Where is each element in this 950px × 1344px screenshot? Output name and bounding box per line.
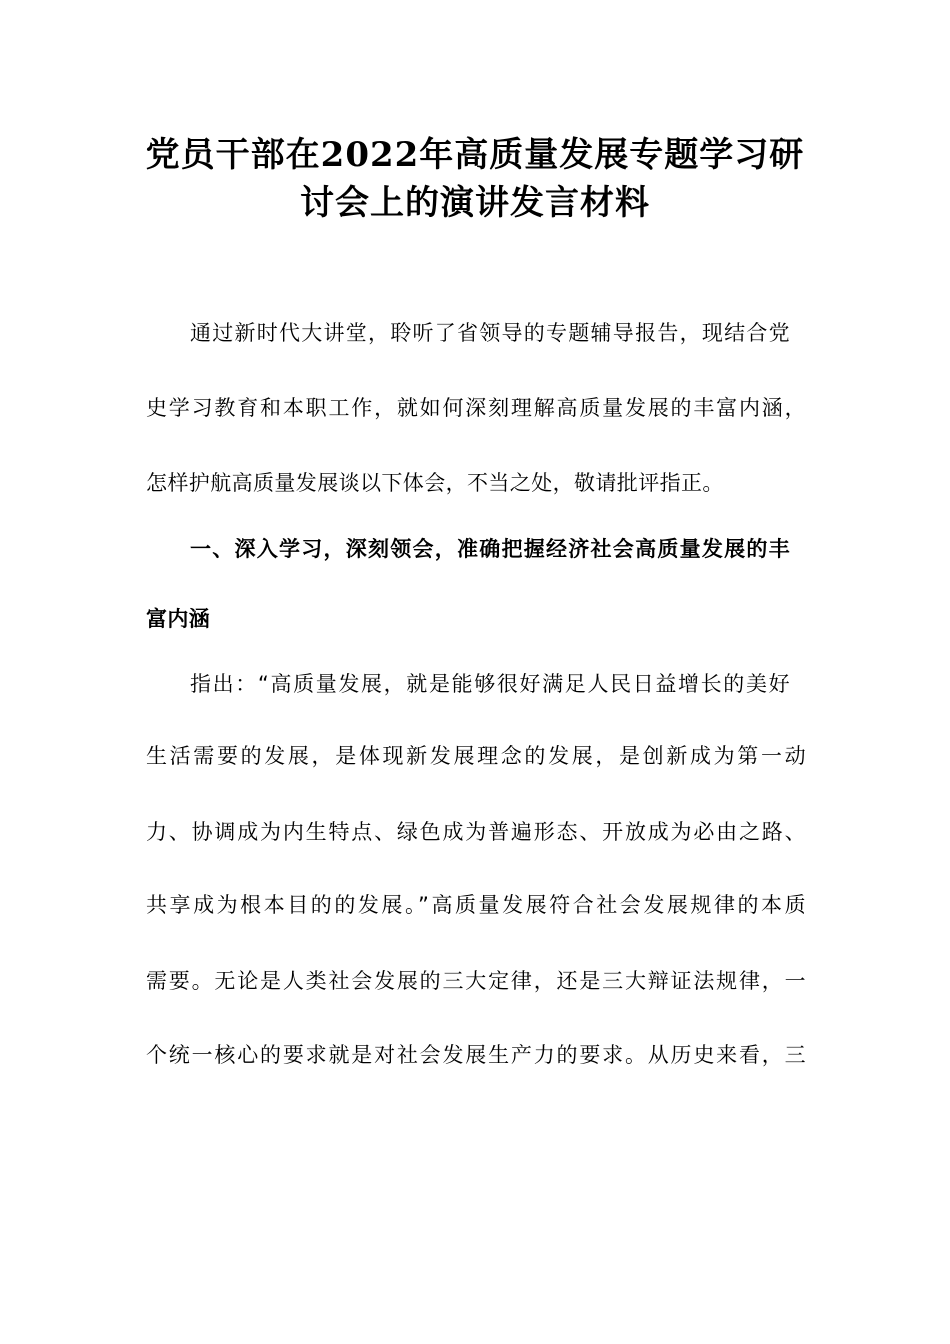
section-heading-line-1: 一、深入学习，深刻领会，准确把握经济社会高质量发展的丰 — [190, 537, 790, 561]
body-line-6: 个统一核心的要求就是对社会发展生产力的要求。从历史来看，三 — [146, 1043, 806, 1067]
intro-line-2: 史学习教育和本职工作，就如何深刻理解高质量发展的丰富内涵， — [146, 396, 806, 420]
document-title-line-1: 党员干部在2022年高质量发展专题学习研 — [145, 135, 805, 175]
intro-line-1: 通过新时代大讲堂，聆听了省领导的专题辅导报告，现结合党 — [190, 321, 790, 345]
body-line-2: 生活需要的发展，是体现新发展理念的发展，是创新成为第一动 — [146, 744, 806, 768]
document-title-line-2: 讨会上的演讲发言材料 — [300, 183, 650, 223]
body-line-5: 需要。无论是人类社会发展的三大定律，还是三大辩证法规律，一 — [146, 969, 806, 993]
intro-line-3: 怎样护航高质量发展谈以下体会，不当之处，敬请批评指正。 — [146, 471, 724, 495]
body-line-3: 力、协调成为内生特点、绿色成为普遍形态、开放成为必由之路、 — [146, 820, 806, 844]
body-line-1: 指出：“高质量发展，就是能够很好满足人民日益增长的美好 — [190, 672, 790, 696]
body-line-4: 共享成为根本目的的发展。”高质量发展符合社会发展规律的本质 — [146, 893, 806, 917]
section-heading-line-2: 富内涵 — [146, 607, 211, 631]
